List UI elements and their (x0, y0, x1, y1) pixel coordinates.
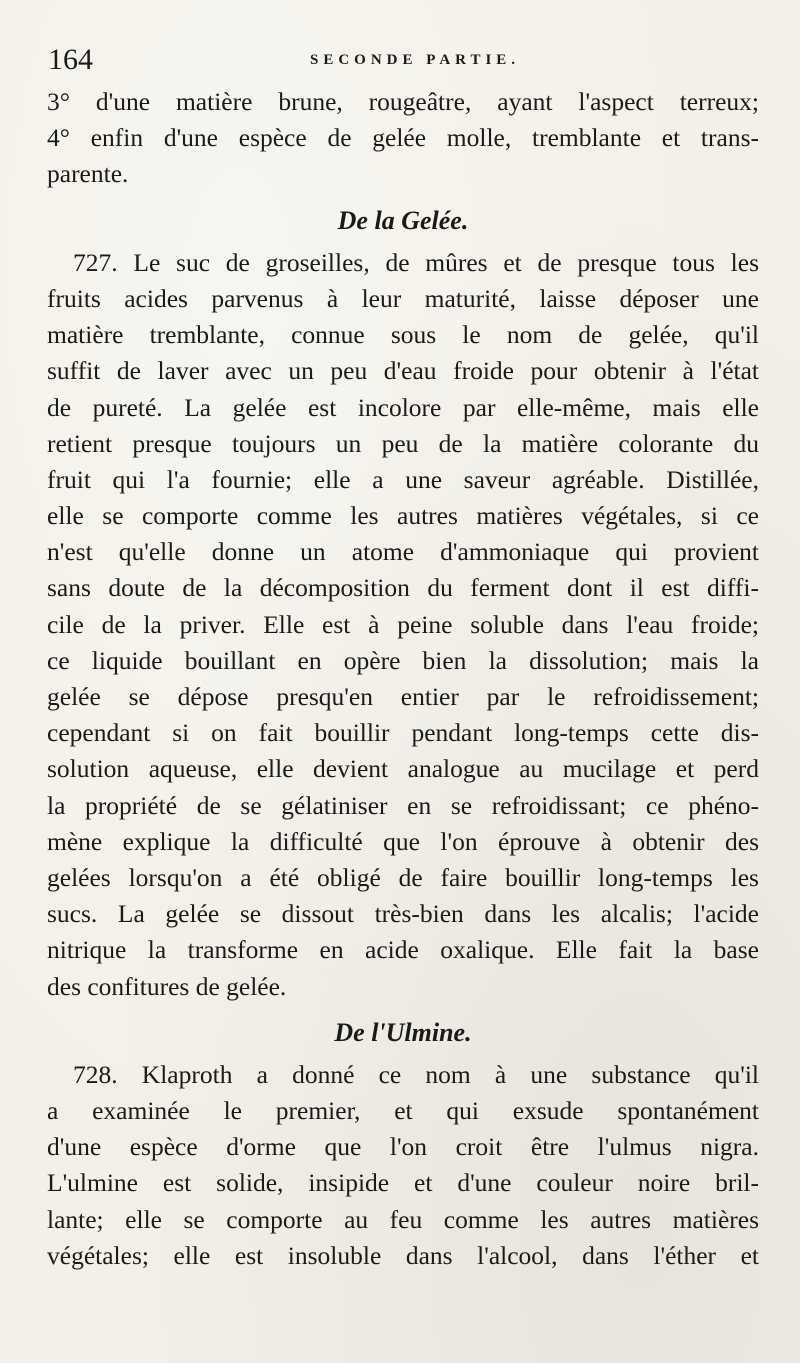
text-line: 4° enfin d'une espèce de gelée molle, tremblante et trans- (47, 123, 759, 153)
text-line: retient presque toujours un peu de la matière colorante du (47, 428, 759, 458)
text-line: gelées lorsqu'on a été obligé de faire bouillir long-temps les (47, 862, 759, 892)
text-line: a examinée le premier, et qui exsude spontanément (47, 1096, 759, 1126)
text-line: nitrique la transforme en acide oxalique. Elle fait la base (47, 935, 759, 965)
text-line: gelée se dépose presqu'en entier par le refroidissement; (47, 682, 759, 711)
section-heading-gelee: De la Gelée. (337, 205, 469, 235)
text-line: végétales; elle est insoluble dans l'alcool, dans l'éther et (47, 1240, 759, 1270)
text-line: matière tremblante, connue sous le nom de gelée, qu'il (47, 320, 759, 350)
section-heading-ulmine: De l'Ulmine. (334, 1017, 472, 1047)
text-line: ce liquide bouillant en opère bien la dissolution; mais la (47, 645, 759, 675)
text-line: suffit de laver avec un peu d'eau froide pour obtenir à l'état (47, 356, 759, 386)
text-line: cile de la priver. Elle est à peine soluble dans l'eau froide; (47, 609, 759, 639)
text-line: fruit qui l'a fournie; elle a une saveur agréable. Distillée, (47, 464, 759, 494)
page-body (47, 84, 759, 1274)
text-line: 3° d'une matière brune, rougeâtre, ayant l'aspect terreux; (47, 87, 759, 116)
page-header (48, 40, 760, 80)
text-line: L'ulmine est solide, insipide et d'une couleur noire bril- (47, 1168, 759, 1198)
text-line: sucs. La gelée se dissout très-bien dans les alcalis; l'acide (47, 899, 759, 929)
text-line: solution aqueuse, elle devient analogue au mucilage et perd (47, 754, 759, 784)
page-number: 164 (48, 43, 93, 76)
text-line: sans doute de la décomposition du ferment dont il est diffi- (47, 573, 759, 603)
text-line: 728. Klaproth a donné ce nom à une substance qu'il (73, 1059, 759, 1089)
text-line: d'une espèce d'orme que l'on croit être l'ulmus nigra. (47, 1132, 759, 1162)
text-line: 727. Le suc de groseilles, de mûres et de presque tous les (73, 247, 759, 277)
text-line: des confitures de gelée. (47, 971, 287, 1001)
text-line: la propriété de se gélatiniser en se refroidissant; ce phéno- (47, 790, 759, 820)
text-line: fruits acides parvenus à leur maturité, laisse déposer une (47, 283, 759, 313)
text-line: de pureté. La gelée est incolore par elle-même, mais elle (47, 392, 759, 422)
text-line: cependant si on fait bouillir pendant long-temps cette dis- (47, 718, 759, 748)
text-line: mène explique la difficulté que l'on éprouve à obtenir des (47, 826, 759, 856)
text-line: lante; elle se comporte au feu comme les autres matières (47, 1204, 759, 1234)
text-line: parente. (47, 159, 129, 189)
text-line: n'est qu'elle donne un atome d'ammoniaque qui provient (47, 537, 759, 567)
text-line: elle se comporte comme les autres matières végétales, si ce (47, 501, 759, 531)
running-title: SECONDE PARTIE. (310, 52, 521, 68)
